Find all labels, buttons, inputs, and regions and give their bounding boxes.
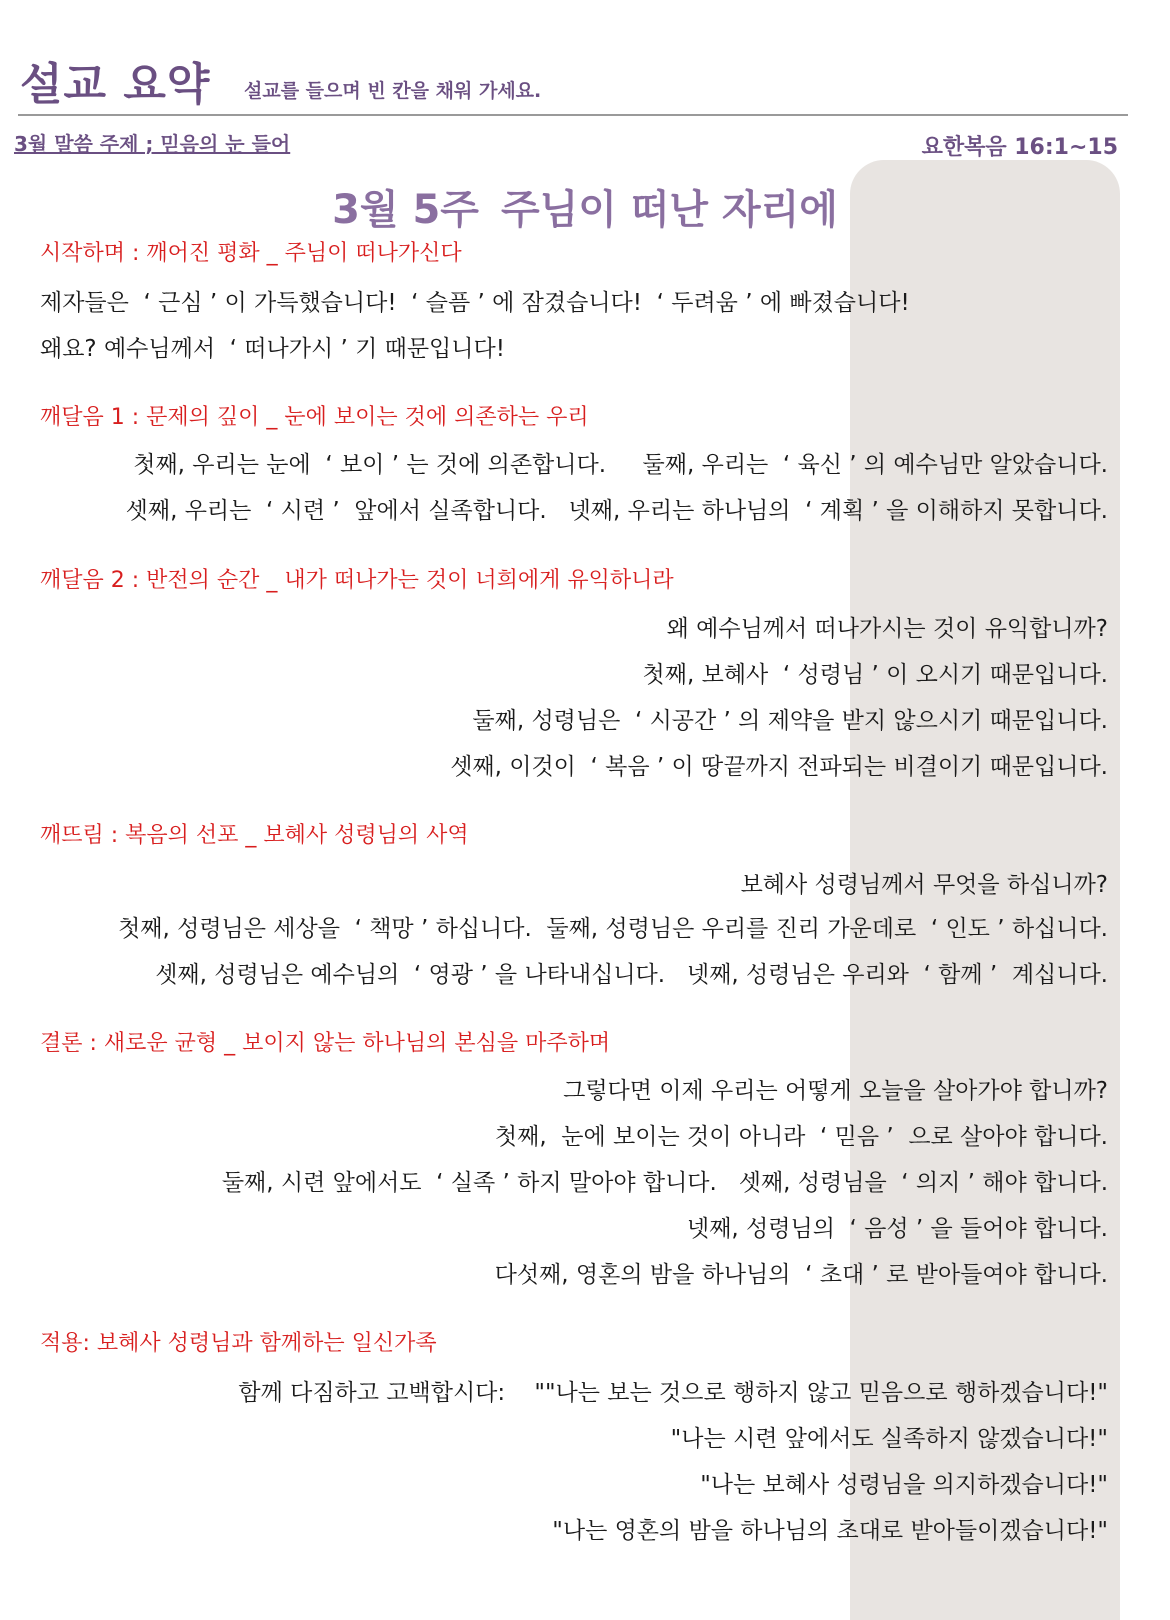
sermon-title: 주님이 떠난 자리에	[500, 187, 838, 233]
section-line: "나는 보혜사 성령님을 의지하겠습니다!"	[700, 1472, 1108, 1498]
section-heading-conclusion: 결론 : 새로운 균형 _ 보이지 않는 하나님의 본심을 마주하며	[40, 1031, 611, 1056]
section-heading-intro: 시작하며 : 깨어진 평화 _ 주님이 떠나가신다	[40, 241, 462, 266]
section-line: 셋째, 이것이 ‘ 복음 ’ 이 땅끝까지 전파되는 비결이기 때문입니다.	[450, 754, 1108, 780]
scripture-reference: 요한복음 16:1~15	[921, 135, 1118, 160]
sermon-heading	[0, 178, 1170, 235]
header-divider	[18, 114, 1128, 116]
section-line: 둘째, 성령님은 ‘ 시공간 ’ 의 제약을 받지 않으시기 때문입니다.	[472, 708, 1108, 734]
section-line: 셋째, 성령님은 예수님의 ‘ 영광 ’ 을 나타내십니다. 넷째, 성령님은 우리와 ‘ 함께 ’ 계십니다.	[155, 962, 1108, 988]
section-line: 첫째, 눈에 보이는 것이 아니라 ‘ 믿음 ’ 으로 살아야 합니다.	[494, 1124, 1108, 1150]
section-heading-insight-2: 깨달음 2 : 반전의 순간 _ 내가 떠나가는 것이 너희에게 유익하니라	[40, 568, 674, 593]
section-line: 제자들은 ‘ 근심 ’ 이 가득했습니다! ‘ 슬픔 ’ 에 잠겼습니다! ‘ 두려움 ’ 에 빠졌습니다!	[40, 290, 910, 316]
section-line: "나는 영혼의 밤을 하나님의 초대로 받아들이겠습니다!"	[552, 1518, 1108, 1544]
section-line: 왜요? 예수님께서 ‘ 떠나가시 ’ 기 때문입니다!	[40, 336, 505, 362]
section-line: 넷째, 성령님의 ‘ 음성 ’ 을 들어야 합니다.	[686, 1216, 1108, 1242]
monthly-theme: 3월 말씀 주제 ; 믿음의 눈 들어	[14, 132, 291, 156]
section-heading-application: 적용: 보혜사 성령님과 함께하는 일신가족	[40, 1331, 437, 1356]
section-line: 첫째, 우리는 눈에 ‘ 보이 ’ 는 것에 의존합니다. 둘째, 우리는 ‘ 육신 ’ 의 예수님만 알았습니다.	[133, 452, 1108, 478]
section-line: 셋째, 우리는 ‘ 시련 ’ 앞에서 실족합니다. 넷째, 우리는 하나님의 ‘ 계획 ’ 을 이해하지 못합니다.	[125, 498, 1108, 524]
page-title: 설교 요약	[20, 59, 211, 110]
week-label: 3월 5주	[332, 187, 479, 233]
section-line: 보혜사 성령님께서 무엇을 하십니까?	[740, 872, 1108, 898]
section-heading-breaking: 깨뜨림 : 복음의 선포 _ 보혜사 성령님의 사역	[40, 823, 469, 848]
section-line: 둘째, 시련 앞에서도 ‘ 실족 ’ 하지 말아야 합니다. 셋째, 성령님을 ‘ 의지 ’ 해야 합니다.	[221, 1170, 1108, 1196]
section-line: 첫째, 성령님은 세상을 ‘ 책망 ’ 하십니다. 둘째, 성령님은 우리를 진리 가운데로 ‘ 인도 ’ 하십니다.	[118, 916, 1108, 942]
section-line: 첫째, 보혜사 ‘ 성령님 ’ 이 오시기 때문입니다.	[642, 662, 1108, 688]
page-subtitle: 설교를 들으며 빈 칸을 채워 가세요.	[244, 80, 542, 102]
section-line: 그렇다면 이제 우리는 어떻게 오늘을 살아가야 합니까?	[563, 1078, 1108, 1104]
section-line: 왜 예수님께서 떠나가시는 것이 유익합니까?	[666, 616, 1108, 642]
section-line: 함께 다짐하고 고백합시다: ""나는 보는 것으로 행하지 않고 믿음으로 행하겠습니다!"	[238, 1380, 1108, 1406]
section-heading-insight-1: 깨달음 1 : 문제의 깊이 _ 눈에 보이는 것에 의존하는 우리	[40, 405, 589, 430]
section-line: "나는 시련 앞에서도 실족하지 않겠습니다!"	[670, 1426, 1108, 1452]
section-line: 다섯째, 영혼의 밤을 하나님의 ‘ 초대 ’ 로 받아들여야 합니다.	[494, 1262, 1108, 1288]
